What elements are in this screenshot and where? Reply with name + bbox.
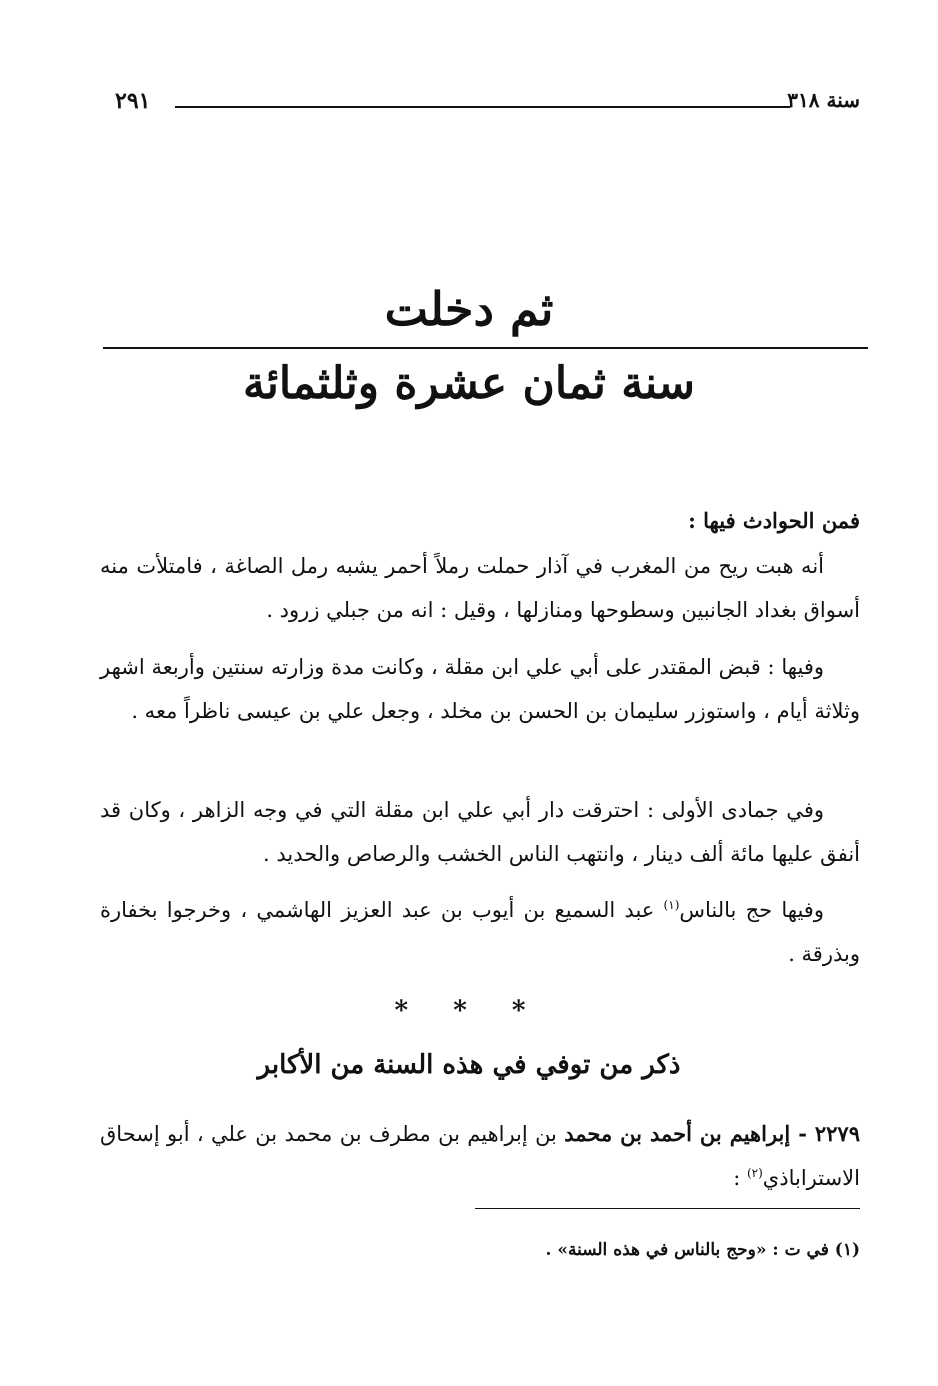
paragraph [100, 645, 860, 733]
paragraph-text: عبد السميع بن أيوب بن عبد العزيز الهاشمي ، وخرجوا بخفارة وبذرقة . [100, 898, 860, 966]
entry-tail: : [733, 1166, 747, 1190]
chapter-title-line1: ثم دخلت [384, 282, 554, 336]
entry-number: ٢٢٧٩ - [798, 1121, 860, 1146]
events-intro: فمن الحوادث فيها : [688, 508, 860, 533]
paragraph [100, 888, 860, 976]
footnote-rule [475, 1208, 860, 1209]
title-rule [103, 347, 868, 349]
section-heading: ذكر من توفي في هذه السنة من الأكابر [257, 1050, 681, 1080]
header-rule [175, 106, 790, 108]
paragraph-text: أنه هبت ريح من المغرب في آذار حملت رملاً أحمر يشبه رمل الصاغة ، فامتلأت منه أسواق بغداد الجانبين وسطوحها ومنازلها ، وقيل : انه من جبلي زرود . [100, 554, 860, 622]
paragraph-text: وفي جمادى الأولى : احترقت دار أبي علي ابن مقلة التي في وجه الزاهر ، وكان قد أنفق عليها مائة ألف دينار ، وانتهب الناس الخشب والرصاص والحديد . [100, 798, 860, 866]
running-title: سنة ٣١٨ [787, 88, 860, 112]
paragraph-text: وفيها : قبض المقتدر على أبي علي ابن مقلة ، وكانت مدة وزارته سنتين وأربعة اشهر وثلاثة أيام ، واستوزر سليمان بن الحسن بن مخلد ، وجعل علي بن عيسى ناظراً معه . [100, 655, 860, 723]
section-separator: * * * [394, 996, 544, 1026]
paragraph [100, 788, 860, 876]
footnote-ref: (١) [663, 898, 680, 912]
entry-name: إبراهيم بن أحمد بن محمد [564, 1121, 799, 1146]
footnote-ref: (٢) [746, 1166, 763, 1180]
paragraph-text: وفيها حج بالناس [679, 898, 824, 922]
chapter-title-line2: سنة ثمان عشرة وثلثمائة [243, 358, 695, 409]
page-number: ٢٩١ [115, 88, 151, 114]
biography-entry [100, 1112, 860, 1200]
paragraph [100, 544, 860, 632]
entry-name-rest: بن إبراهيم بن مطرف بن محمد بن علي ، أبو إسحاق الاستراباذي [100, 1122, 860, 1190]
footnote: (١) في ت : «وحج بالناس في هذه السنة» . [545, 1240, 860, 1260]
